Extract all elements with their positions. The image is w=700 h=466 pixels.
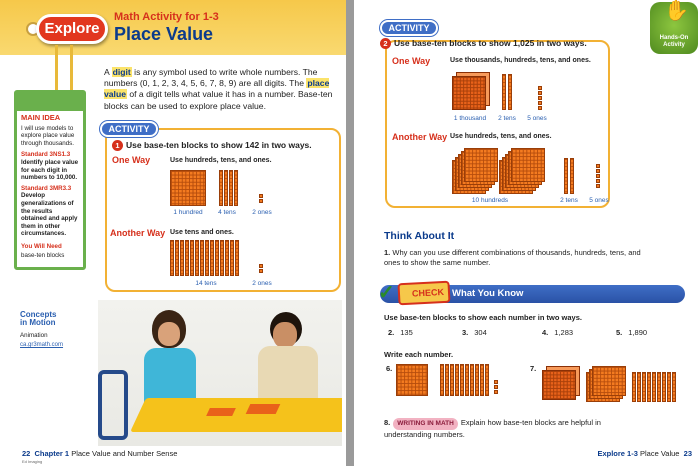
lesson-label: Explore 1-3: [597, 449, 638, 458]
label-5-ones: 5 ones: [527, 115, 547, 122]
one-cube: [259, 199, 263, 203]
main-idea-tab: [17, 93, 83, 111]
exercise-6-number: 6.: [386, 364, 393, 373]
one-way-instructions: Use hundreds, tens, and ones.: [170, 157, 272, 164]
chair: [98, 370, 128, 440]
thousand-cube: [452, 76, 486, 110]
ten-rod: [564, 158, 568, 194]
think-q-number: 1.: [384, 248, 391, 257]
activity-subtitle: Math Activity for 1-3: [114, 11, 219, 23]
exercise-8-text: Explain how base-ten blocks are helpful in understanding numbers.: [384, 418, 601, 439]
exercise-3: [462, 328, 487, 337]
you-will-need-heading: You Will Need: [21, 242, 62, 250]
another-way-instructions-right: Use hundreds, tens, and ones.: [450, 133, 552, 140]
write-number-instruction: Write each number.: [384, 350, 454, 359]
right-page: [354, 0, 700, 466]
intro-text-3: of a digit tells what value it has in a number. Base-ten blocks can be used to explore place value.: [104, 89, 333, 111]
concepts-in-motion-logo: [20, 311, 63, 349]
one-cube: [538, 106, 542, 110]
exercise-4: [542, 328, 573, 337]
one-cube: [596, 184, 600, 188]
students-photo: [98, 300, 342, 446]
checkmark-icon: ✓: [378, 282, 395, 304]
one-cube: [494, 390, 498, 394]
concepts-line-2: in Motion: [20, 318, 56, 327]
step-2-text: Use base-ten blocks to show 1,025 in two ways.: [394, 38, 587, 48]
hundred-flat: [170, 170, 206, 206]
label-5-ones-b: 5 ones: [589, 197, 609, 204]
one-cube: [259, 194, 263, 198]
right-folio: [597, 449, 692, 458]
exercise-value: 135: [400, 328, 413, 337]
one-cube: [494, 380, 498, 384]
chapter-label: Chapter 1: [34, 449, 70, 458]
another-way-instructions: Use tens and ones.: [170, 229, 234, 236]
exercise-8-number: 8.: [384, 418, 391, 427]
ten-rod: [470, 364, 474, 396]
main-idea-text: I will use models to explore place value through thousands.: [21, 124, 75, 147]
ten-rod: [230, 240, 234, 276]
lesson-name: Place Value: [640, 449, 680, 458]
one-way-instructions-right: Use thousands, hundreds, tens, and ones.: [450, 57, 591, 64]
exercise-number: 3.: [462, 328, 469, 337]
ten-rod: [667, 372, 671, 402]
ten-rod: [647, 372, 651, 402]
ten-rod: [215, 240, 219, 276]
intro-text-2: is any symbol used to write whole numbers. The numbers (0, 1, 2, 3, 4, 5, 6, 7, 8, 9) are all digits. The: [104, 67, 318, 89]
standard-2-code: Standard 3MR3.3: [21, 184, 72, 192]
explore-tag: Explore: [36, 14, 108, 44]
one-cube: [596, 179, 600, 183]
main-idea-box: [14, 90, 86, 270]
ten-rod: [637, 372, 641, 402]
ten-rod: [475, 364, 479, 396]
exercise-8: [384, 418, 644, 440]
ten-rod: [652, 372, 656, 402]
standard-2-text: Develop generalizations of the results obtained and apply them in other circumstances.: [21, 192, 78, 238]
page-title: Place Value: [114, 24, 214, 44]
ten-rod: [235, 240, 239, 276]
ten-rod: [450, 364, 454, 396]
chapter-name: Place Value and Number Sense: [71, 449, 178, 458]
ten-rod: [657, 372, 661, 402]
ten-rod: [485, 364, 489, 396]
think-q-text: Why can you use different combinations of thousands, hundreds, tens, and ones to show the same number.: [384, 248, 641, 267]
one-cube: [259, 269, 263, 273]
photo-blocks: [206, 408, 236, 416]
ten-rod: [190, 240, 194, 276]
ten-rod: [460, 364, 464, 396]
ten-rod: [672, 372, 676, 402]
exercise-number: 5.: [616, 328, 623, 337]
ten-rod: [642, 372, 646, 402]
think-question-1: [384, 248, 654, 268]
ten-rod: [508, 74, 512, 110]
use-blocks-instruction: Use base-ten blocks to show each number in two ways.: [384, 313, 582, 322]
ten-rod: [225, 240, 229, 276]
term-digit: digit: [112, 67, 131, 77]
one-cube: [259, 264, 263, 268]
left-folio: [22, 449, 177, 458]
ten-rod: [632, 372, 636, 402]
label-14-tens: 14 tens: [195, 280, 217, 287]
intro-text-1: A: [104, 67, 112, 77]
concepts-line-1: Concepts: [20, 310, 57, 319]
ten-rod: [175, 240, 179, 276]
one-cube: [538, 91, 542, 95]
concepts-link[interactable]: ca.gr3math.com: [20, 342, 64, 348]
writing-in-math-badge: WRITING IN MATH: [393, 418, 458, 430]
exercise-value: 304: [474, 328, 487, 337]
boy-figure: [258, 312, 318, 412]
ten-rod: [662, 372, 666, 402]
exercise-value: 1,283: [554, 328, 574, 337]
yellow-table: [130, 398, 342, 432]
hands-on-badge: [650, 2, 698, 54]
ten-rod: [455, 364, 459, 396]
label-1-thousand: 1 thousand: [453, 115, 487, 122]
thousand-cube: [542, 370, 576, 400]
activity-label: ACTIVITY: [100, 121, 158, 137]
step-1: [112, 140, 312, 151]
one-cube: [538, 96, 542, 100]
ten-rod: [219, 170, 223, 206]
ten-rod: [224, 170, 228, 206]
one-cube: [596, 174, 600, 178]
exercise-5: [616, 328, 647, 337]
ten-rod: [205, 240, 209, 276]
ten-rod: [185, 240, 189, 276]
another-way-heading: Another Way: [110, 228, 166, 238]
label-ones: 2 ones: [252, 209, 272, 216]
ten-rod: [200, 240, 204, 276]
ten-rod: [210, 240, 214, 276]
page-gutter: [346, 0, 354, 466]
ten-rod: [502, 74, 506, 110]
one-cube: [538, 86, 542, 90]
you-will-need-text: base-ten blocks: [21, 251, 65, 259]
girl-figure: [138, 310, 198, 410]
left-page: [0, 0, 346, 466]
step-2: [380, 38, 587, 49]
ten-rod: [195, 240, 199, 276]
one-cube: [596, 164, 600, 168]
label-10-hundreds: 10 hundreds: [471, 197, 509, 204]
hands-on-label: Hands-On Activity: [659, 35, 689, 48]
another-way-heading-right: Another Way: [392, 132, 448, 142]
think-about-it-heading: Think About It: [384, 230, 455, 242]
standard-1-text: Identify place value for each digit in numbers to 10,000.: [21, 158, 79, 182]
standard-1-code: Standard 3NS1.3: [21, 151, 71, 159]
page-number-right: 23: [683, 449, 692, 458]
hundred-flat: [592, 366, 626, 396]
hand-icon: ✋: [664, 0, 689, 22]
page-number-left: 22: [22, 449, 31, 458]
step-number-badge: 2: [380, 38, 391, 49]
intro-paragraph: [104, 67, 334, 112]
step-1-text: Use base-ten blocks to show 142 in two ways.: [126, 140, 312, 150]
exercise-7-number: 7.: [530, 364, 537, 373]
exercise-number: 2.: [388, 328, 395, 337]
step-number-badge: 1: [112, 140, 123, 151]
hundred-flat: [511, 148, 545, 182]
ten-rod: [480, 364, 484, 396]
ten-rod: [180, 240, 184, 276]
photo-blocks: [246, 404, 281, 414]
exercise-number: 4.: [542, 328, 549, 337]
what-you-know-heading: What You Know: [452, 288, 524, 299]
ten-rod: [465, 364, 469, 396]
one-way-heading-right: One Way: [392, 56, 431, 66]
exercise-value: 1,890: [628, 328, 648, 337]
ten-rod: [440, 364, 444, 396]
ten-rod: [220, 240, 224, 276]
ten-rod: [229, 170, 233, 206]
ten-rod: [445, 364, 449, 396]
label-hundreds: 1 hundred: [173, 209, 203, 216]
hundred-flat: [464, 148, 498, 182]
one-cube: [538, 101, 542, 105]
exercise-2: [388, 328, 413, 337]
label-2-tens: 2 tens: [498, 115, 516, 122]
term-place-value: place value: [104, 78, 330, 100]
main-idea-heading: MAIN IDEA: [17, 93, 83, 124]
one-cube: [596, 169, 600, 173]
ten-rod: [234, 170, 238, 206]
photo-credit: Ed Imaging: [22, 459, 43, 464]
check-sticker: CHECK: [397, 281, 450, 306]
label-2-ones: 2 ones: [252, 280, 272, 287]
ten-rod: [170, 240, 174, 276]
one-cube: [494, 385, 498, 389]
label-2-tens-b: 2 tens: [560, 197, 578, 204]
hundred-flat: [396, 364, 428, 396]
ten-rod: [570, 158, 574, 194]
one-way-heading: One Way: [112, 155, 151, 165]
activity-label-right: ACTIVITY: [380, 20, 438, 36]
label-tens: 4 tens: [218, 209, 236, 216]
animation-label: Animation: [20, 332, 48, 339]
